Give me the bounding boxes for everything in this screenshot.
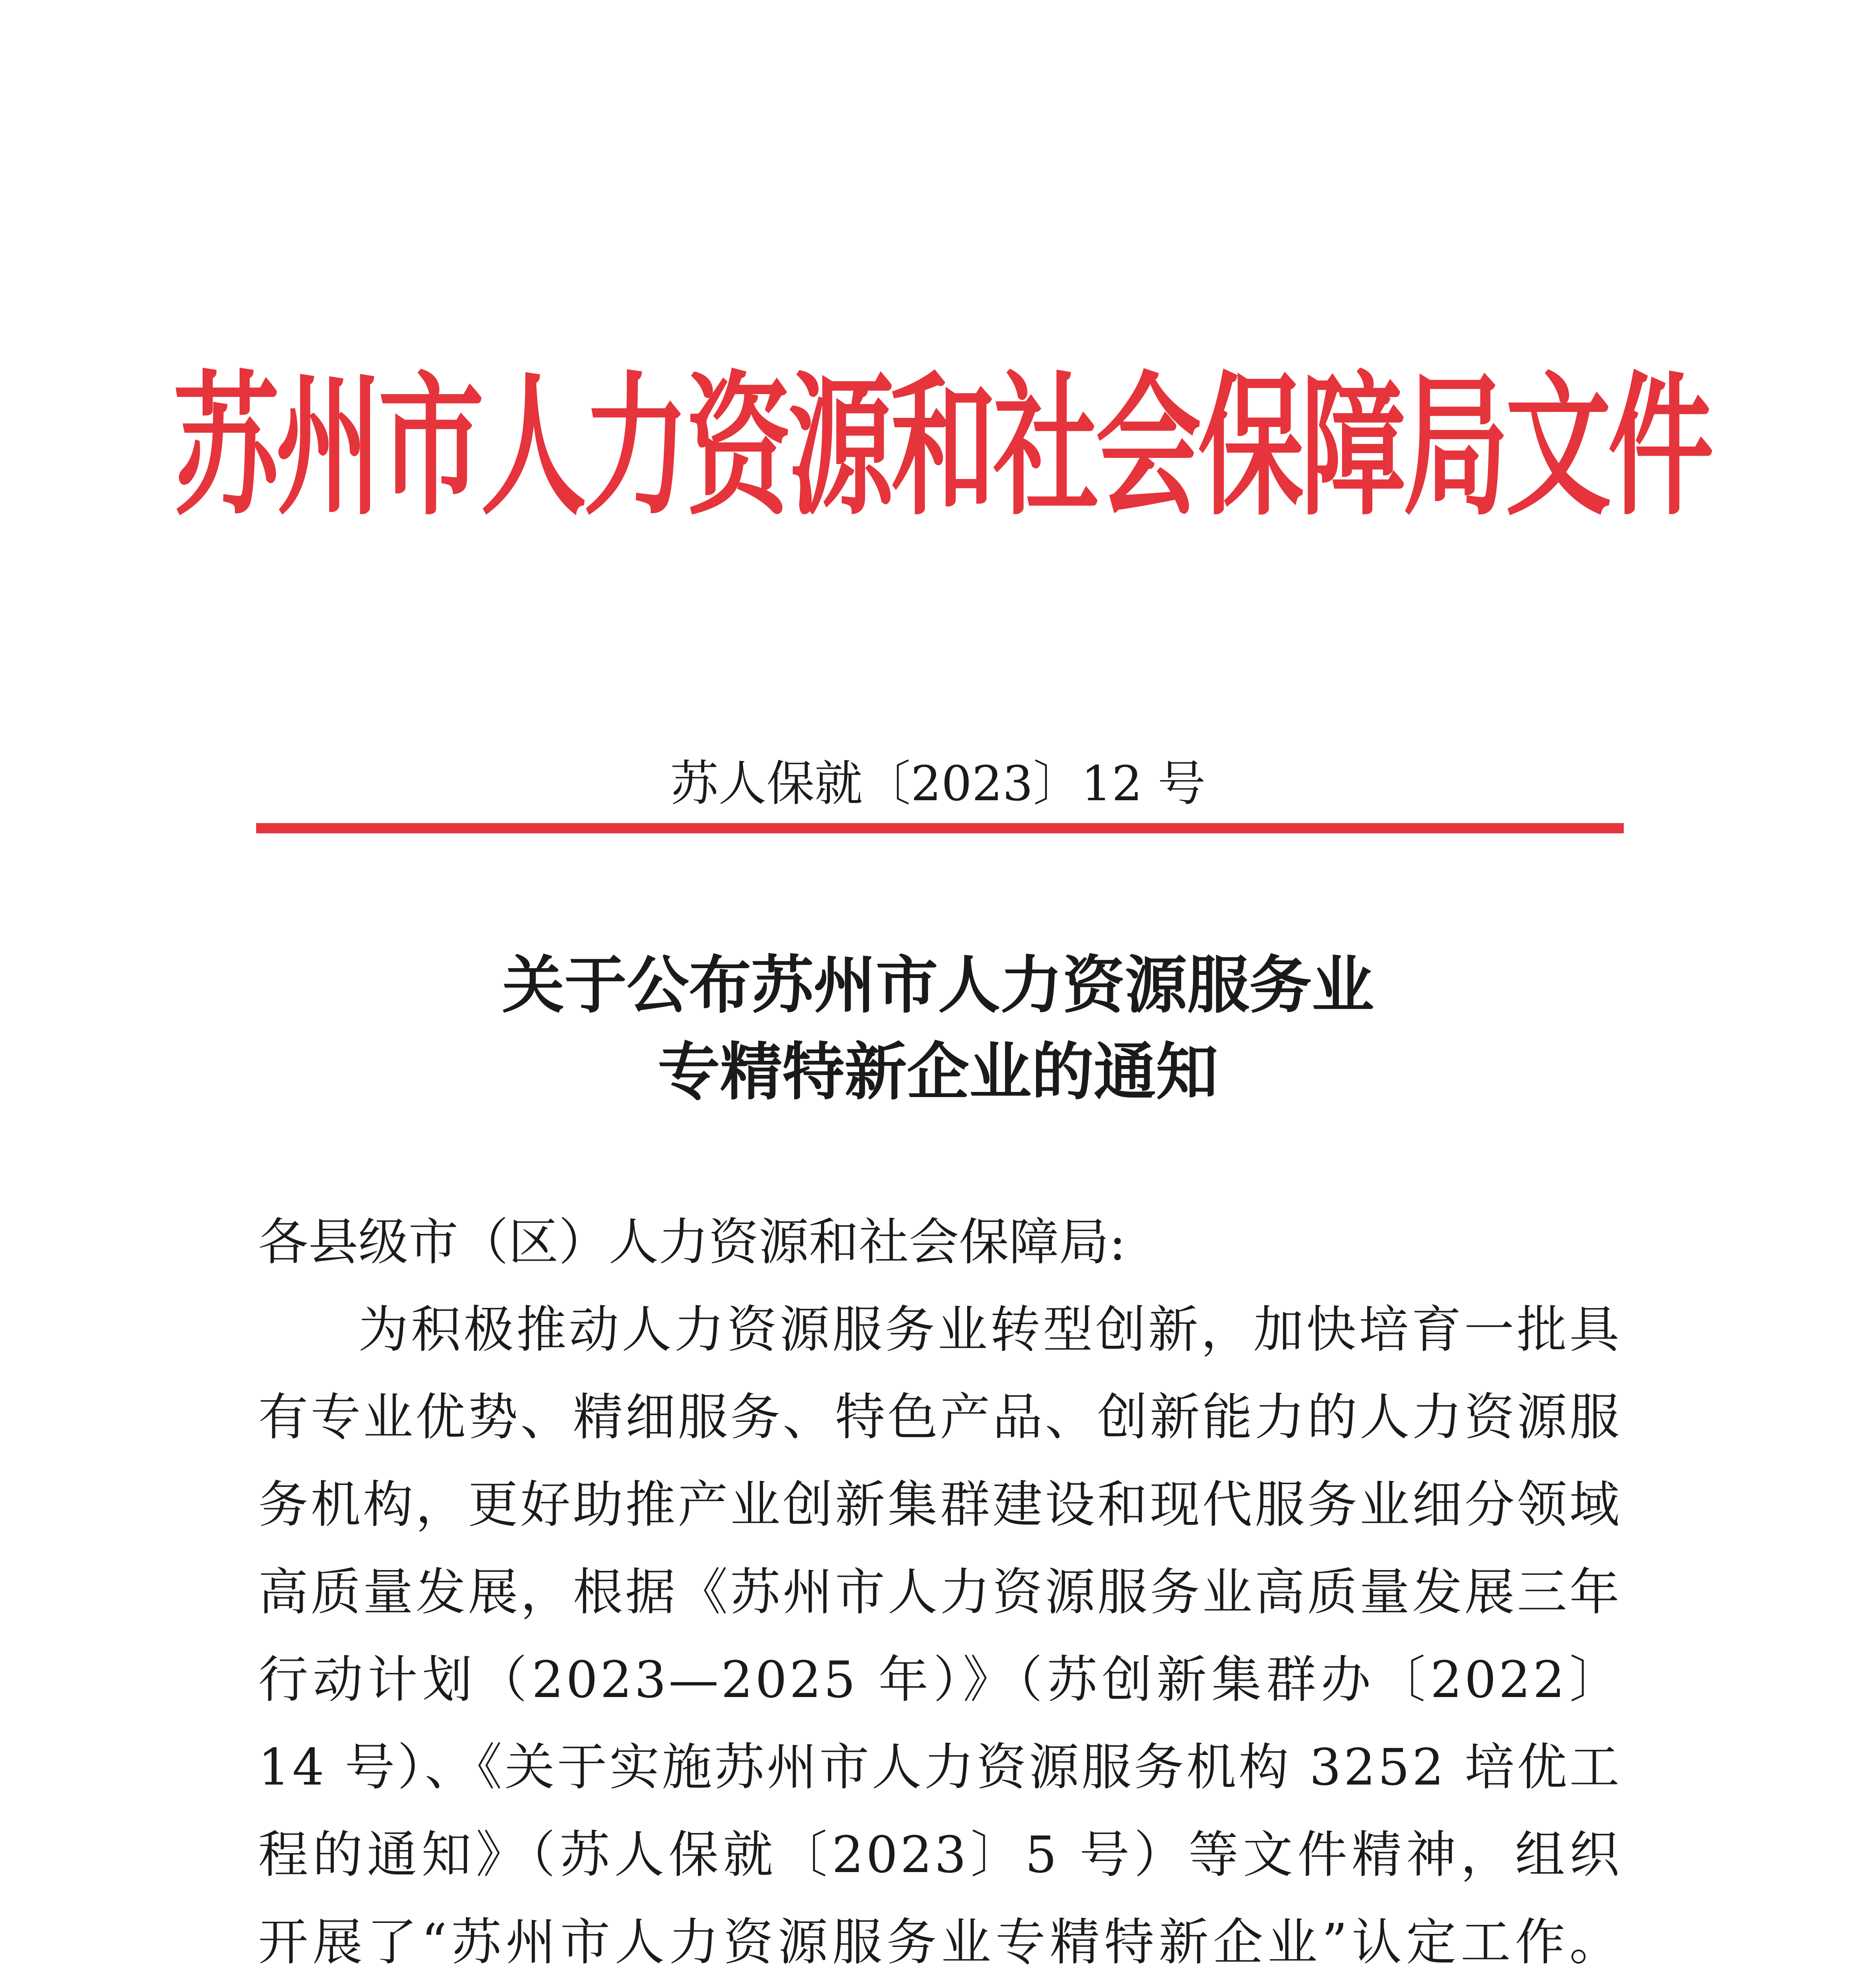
notice-title-line-2: 专精特新企业的通知 (658, 1036, 1218, 1108)
red-divider (256, 823, 1624, 833)
notice-title-line-1: 关于公布苏州市人力资源服务业 (502, 949, 1374, 1022)
letterhead-title: 苏州市人力资源和社会保障局文件 (173, 358, 1710, 537)
salutation: 各县级市（区）人力资源和社会保障局: (258, 1213, 1126, 1271)
document-number: 苏人保就〔2023〕12 号 (670, 756, 1206, 812)
body-paragraph-1: 为积极推动人力资源服务业转型创新，加快培育一批具有专业优势、精细服务、特色产品、创新能力的人力资源服务机构，更好助推产业创新集群建设和现代服务业细分领域高质量发展，根据《苏州市人力资源服务业高质量发展三年行动计划（2023—2025 年）》（苏创新集群办〔2022〕14 号）、《关于实施苏州市人力资源服务机构 3252 培优工程的通知》（苏人保就〔2023〕5 号）等文件精神，组织开展了“苏州市人力资源服务业专精特新企业”认定工作。 (258, 1300, 1622, 1971)
notice-body (258, 1198, 1622, 1971)
notice-title (252, 942, 1624, 1116)
